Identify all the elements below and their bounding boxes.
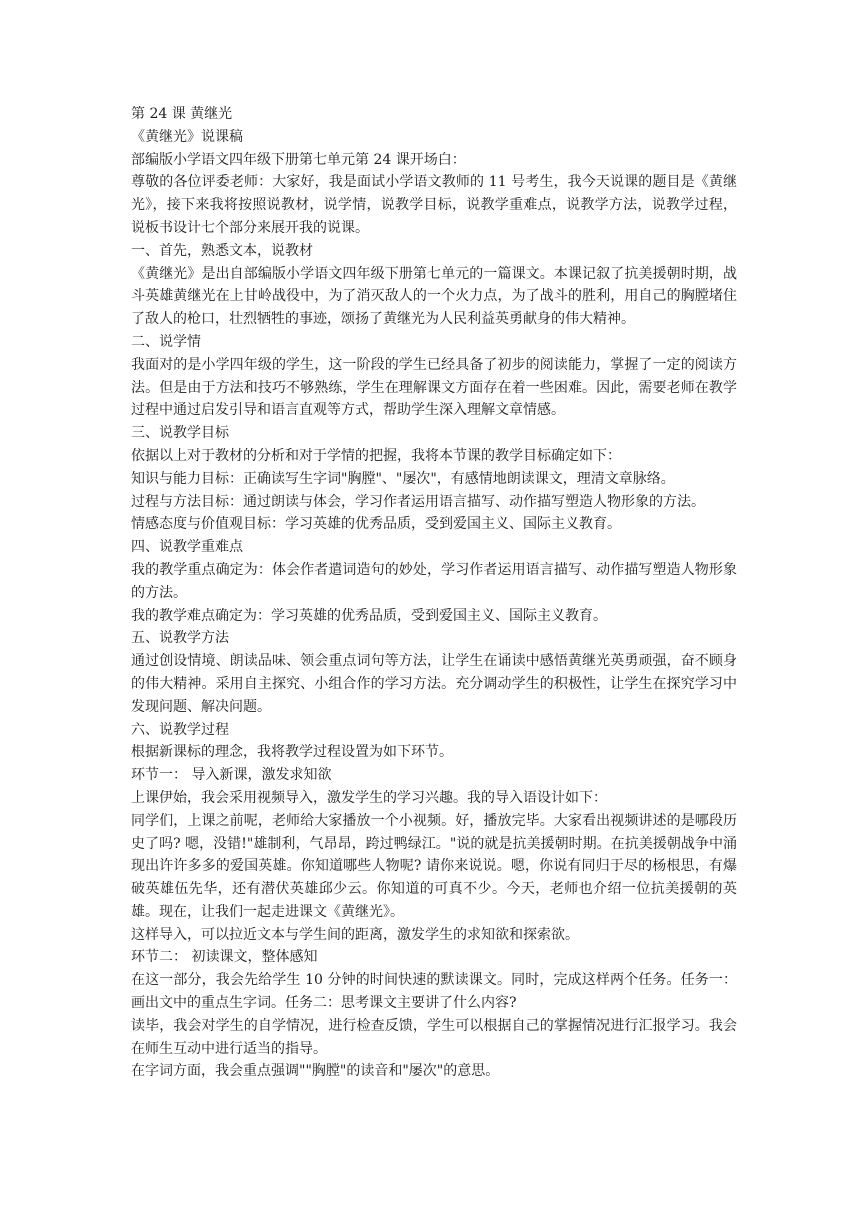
document-body bbox=[131, 103, 737, 1083]
paragraph-goal-knowledge: 知识与能力目标：正确读写生字词"胸膛"、"屡次"，有感情地朗读课文，理清文章脉络。 bbox=[131, 470, 675, 487]
paragraph-goals-intro: 依据以上对于教材的分析和对于学情的把握，我将本节课的教学目标确定如下： bbox=[131, 447, 621, 464]
paragraph-step2-vocab: 在字词方面，我会重点强调""胸膛"的读音和"屡次"的意思。 bbox=[131, 1063, 500, 1080]
document-title: 《黄继光》说课稿 bbox=[131, 128, 243, 145]
section-heading-3: 三、说教学目标 bbox=[131, 425, 229, 442]
section-heading-6: 六、说教学过程 bbox=[131, 721, 229, 738]
paragraph-students: 我面对的是小学四年级的学生，这一阶段的学生已经具备了初步的阅读能力，掌握了一定的阅读方法。但是由于方法和技巧不够熟练，学生在理解课文方面存在着一些困难。因此，需要老师在教学过程中通过启发引导和语言直观等方式，帮助学生深入理解文章情感。 bbox=[131, 356, 737, 419]
section-heading-2: 二、说学情 bbox=[131, 333, 201, 350]
paragraph-greeting: 尊敬的各位评委老师：大家好，我是面试小学语文教师的 11 号考生，我今天说课的题目是《黄继光》，接下来我将按照说教材，说学情，说教学目标，说教学重难点，说教学方法，说教学过程，说板书设计七个部分来展开我的说课。 bbox=[131, 174, 737, 236]
paragraph-methods: 通过创设情境、朗读品味、领会重点词句等方法，让学生在诵读中感悟黄继光英勇顽强，奋不顾身的伟大精神。采用自主探究、小组合作的学习方法。充分调动学生的积极性，让学生在探究学习中发现问题、解决问题。 bbox=[131, 653, 737, 715]
paragraph-goal-attitude: 情感态度与价值观目标：学习英雄的优秀品质，受到爱国主义、国际主义教育。 bbox=[131, 516, 621, 533]
step-heading-2: 环节二： 初读课文，整体感知 bbox=[131, 949, 318, 966]
paragraph-process-intro: 根据新课标的理念，我将教学过程设置为如下环节。 bbox=[131, 744, 453, 761]
paragraph-textbook: 《黄继光》是出自部编版小学语文四年级下册第七单元的一篇课文。本课记叙了抗美援朝时期，战斗英雄黄继光在上甘岭战役中，为了消灭敌人的一个火力点，为了战斗的胜利，用自己的胸膛堵住了敌人的枪口，壮烈牺牲的事迹，颂扬了黄继光为人民利益英勇献身的伟大精神。 bbox=[131, 265, 737, 328]
step-heading-1: 环节一： 导入新课，激发求知欲 bbox=[131, 767, 332, 784]
paragraph-difficulties: 我的教学难点确定为：学习英雄的优秀品质，受到爱国主义、国际主义教育。 bbox=[131, 607, 607, 624]
paragraph-step1-intro: 上课伊始，我会采用视频导入，激发学生的学习兴趣。我的导入语设计如下： bbox=[131, 789, 607, 806]
paragraph-goal-process: 过程与方法目标：通过朗读与体会，学习作者运用语言描写、动作描写塑造人物形象的方法。 bbox=[131, 493, 705, 510]
section-heading-4: 四、说教学重难点 bbox=[131, 539, 243, 556]
opening-heading: 部编版小学语文四年级下册第七单元第 24 课开场白： bbox=[131, 151, 466, 168]
paragraph-step2-tasks: 在这一部分，我会先给学生 10 分钟的时间快速的默读课文。同时，完成这样两个任务。任务一：画出文中的重点生字词。任务二：思考课文主要讲了什么内容? bbox=[131, 972, 737, 1012]
paragraph-step1-script: 同学们，上课之前呢，老师给大家播放一个小视频。好，播放完毕。大家看出视频讲述的是哪段历史了吗? 嗯，没错!"雄制利，气昂昂，跨过鸭绿江。"说的就是抗美援朝时期。在抗美援朝战争中涌现出许许多多的爱国英雄。你知道哪些人物呢? 请你来说说。嗯，你说有同归于尽的杨根思，有爆破英雄伍先华，还有潜伏英雄邱少云。你知道的可真不少。今天，老师也介绍一位抗美援朝的英雄。现在，让我们一起走进课文《黄继光》。 bbox=[131, 812, 737, 920]
section-heading-5: 五、说教学方法 bbox=[131, 630, 229, 647]
lesson-title: 第 24 课 黄继光 bbox=[131, 106, 233, 122]
paragraph-key-points: 我的教学重点确定为：体会作者遣词造句的妙处，学习作者运用语言描写、动作描写塑造人物形象的方法。 bbox=[131, 561, 737, 601]
section-heading-1: 一、首先，熟悉文本，说教材 bbox=[131, 242, 313, 259]
paragraph-step2-feedback: 读毕，我会对学生的自学情况，进行检查反馈，学生可以根据自己的掌握情况进行汇报学习。我会在师生互动中进行适当的指导。 bbox=[131, 1017, 737, 1057]
paragraph-step1-summary: 这样导入，可以拉近文本与学生间的距离，激发学生的求知欲和探索欲。 bbox=[131, 926, 579, 943]
